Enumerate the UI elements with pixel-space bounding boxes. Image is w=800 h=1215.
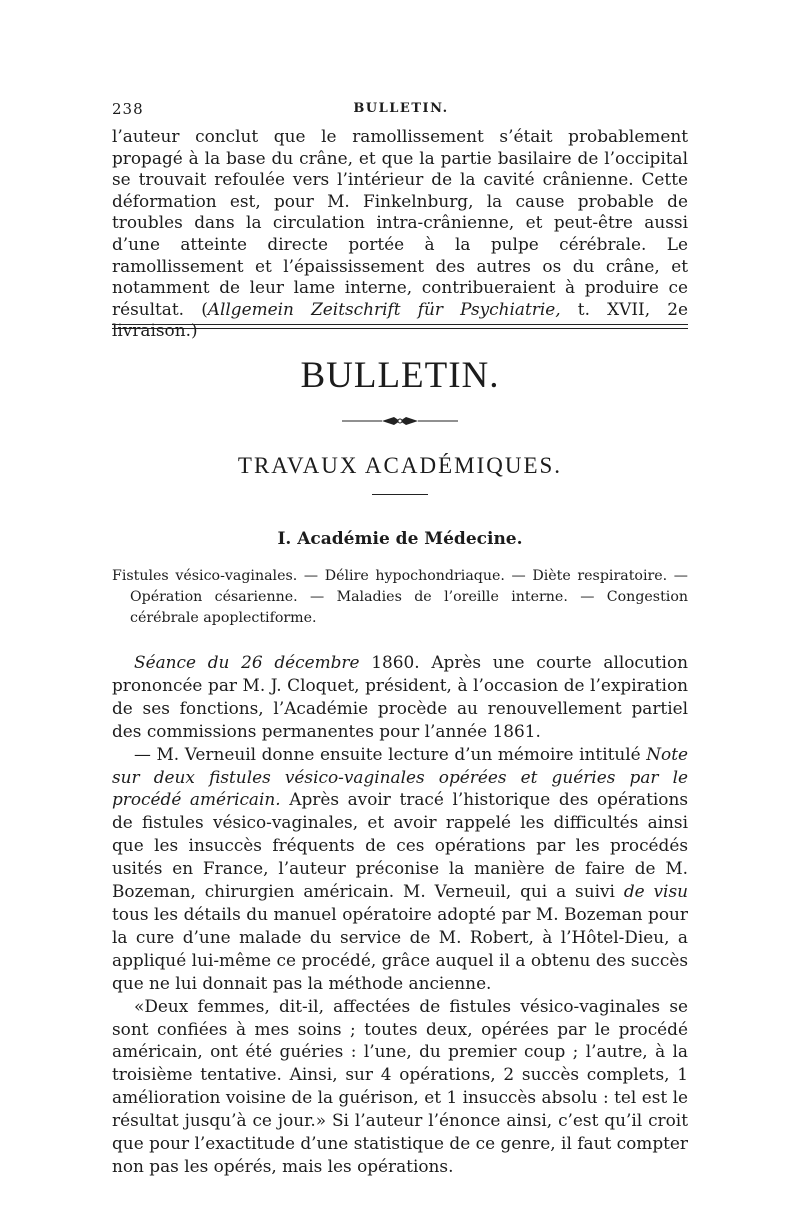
section-subtitle: TRAVAUX ACADÉMIQUES. [237,453,563,478]
intro-text-b: t. XVII, 2e livraison.) [112,298,688,341]
page-number: 238 [112,100,144,118]
running-header [112,100,690,120]
section-divider-rule [112,324,688,329]
running-title: BULLETIN. [353,101,449,116]
verneuil-text-a: — M. Verneuil donne ensuite lecture d’un mémoire intitulé [134,743,647,764]
ornament-divider-icon [342,414,458,428]
paragraph-seance-text: 1860. Après une courte allocution prononcée par M. J. Cloquet, président, à l’occasion de l’expiration de ses fonctions, l’Académie procède au renouvellement partiel des commissions permanentes pour l’année 1861. [112,652,688,741]
paragraph-seance [112,651,688,743]
memoir-title: Note sur deux fistules vésico-vaginales opérées et guéries par le procédé américain. [112,743,688,810]
seance-date: Séance du 26 décembre [134,652,360,672]
summary-contents: Fistules vésico-vaginales. — Délire hypochondriaque. — Diète respiratoire. — Opération césarienne. — Maladies de l’oreille interne. — Congestion cérébrale apoplectiforme. [112,568,688,626]
body-text [112,651,688,1178]
intro-text-a: l’auteur conclut que le ramollissement s’était probablement propagé à la base du crâne, et que la partie basilaire de l’occipital se trouvait refoulée vers l’intérieur de la cavité crânienne. Cette déformation est, pour M. Finkelnburg, la cause probable de troubles dans la circulation intra-crânienne, et peut-être aussi d’une atteinte directe portée à la pulpe cérébrale. Le ramollissement et l’épaississement des autres os du crâne, et notamment de leur lame interne, contribueraient à produire ce résultat. ( [112,126,688,319]
intro-paragraph [112,126,688,342]
verneuil-text-b: Après avoir tracé l’historique des opérations de fistules vésico-vaginales, et avoir rappelé les difficultés ainsi que les insuccès fréquents de ces opérations par les procédés usités en France, l’auteur préconise la manière de faire de M. Bozeman, chirurgien américain. M. Verneuil, qui a suivi [112,789,688,902]
short-divider-rule [372,494,428,495]
paragraph-quote: «Deux femmes, dit-il, affectées de fistules vésico-vaginales se sont confiées à mes soins ; toutes deux, opérées par le procédé américain, ont été guéries : l’une, du premier coup ; l’autre, à la troisième tentative. Ainsi, sur 4 opérations, 2 succès complets, 1 amélioration voisine de la guérison, et 1 insuccès absolu : tel est le résultat jusqu’à ce jour.» Si l’auteur l’énonce ainsi, c’est qu’il croit que pour l’exactitude d’une statistique de ce genre, il faut compter non pas les opérés, mais les opérations. [112,995,688,1176]
paragraph-verneuil [112,743,688,995]
de-visu: de visu [623,881,689,902]
journal-citation: Allgemein Zeitschrift für Psychiatrie, [207,298,561,319]
verneuil-text-c: tous les détails du manuel opératoire adopté par M. Bozeman pour la cure d’une malade du service de M. Robert, à l’Hôtel-Dieu, a appliqué lui-même ce procédé, grâce auquel il a obtenu des succès que ne lui donnait pas la méthode ancienne. [112,903,688,993]
section-title: BULLETIN. [300,355,500,396]
subsection-heading: I. Académie de Médecine. [277,529,523,549]
